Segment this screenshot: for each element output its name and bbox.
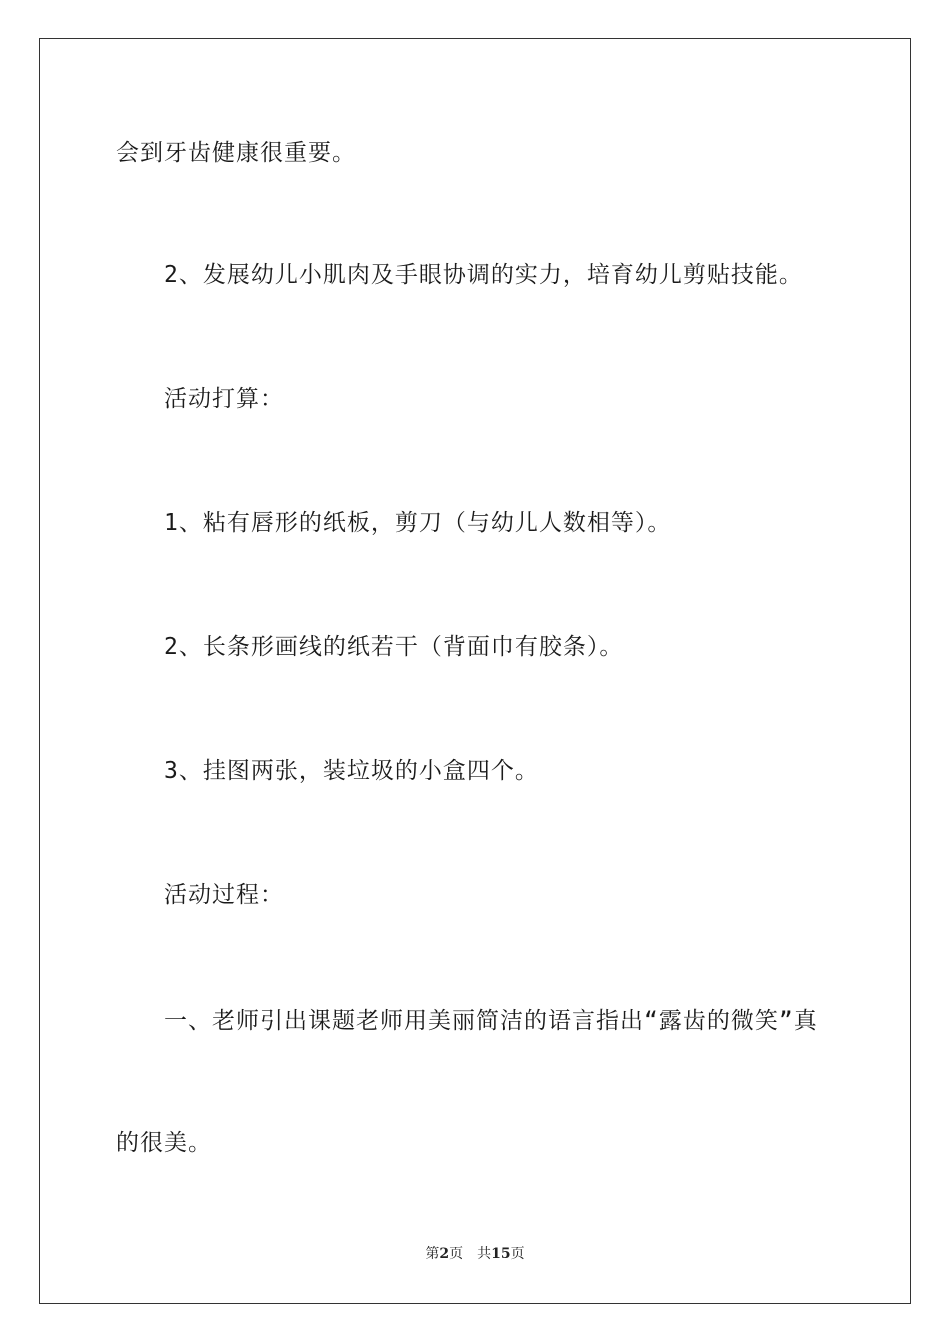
preparation-item-3: 3、挂图两张，装垃圾的小盒四个。 xyxy=(164,758,539,784)
total-prefix: 共 xyxy=(477,1246,492,1262)
process-step-1-continued: 的很美。 xyxy=(116,1130,212,1156)
total-suffix: 页 xyxy=(510,1246,525,1262)
page-footer xyxy=(0,1244,950,1264)
page-suffix: 页 xyxy=(449,1246,464,1262)
process-step-1: 一、老师引出课题老师用美丽简洁的语言指出“露齿的微笑”真 xyxy=(164,1008,818,1034)
section-heading-process: 活动过程： xyxy=(164,882,284,908)
paragraph-text: 会到牙齿健康很重要。 xyxy=(116,140,356,166)
page-prefix: 第 xyxy=(425,1246,440,1262)
page-current-number: 2 xyxy=(439,1246,450,1262)
preparation-item-2: 2、长条形画线的纸若干（背面巾有胶条）。 xyxy=(164,634,624,660)
objective-item-2: 2、发展幼儿小肌肉及手眼协调的实力，培育幼儿剪贴技能。 xyxy=(164,262,803,288)
page-total-number: 15 xyxy=(491,1246,511,1262)
preparation-item-1: 1、粘有唇形的纸板，剪刀（与幼儿人数相等）。 xyxy=(164,510,672,536)
page-border xyxy=(39,38,911,1304)
section-heading-preparation: 活动打算： xyxy=(164,386,284,412)
